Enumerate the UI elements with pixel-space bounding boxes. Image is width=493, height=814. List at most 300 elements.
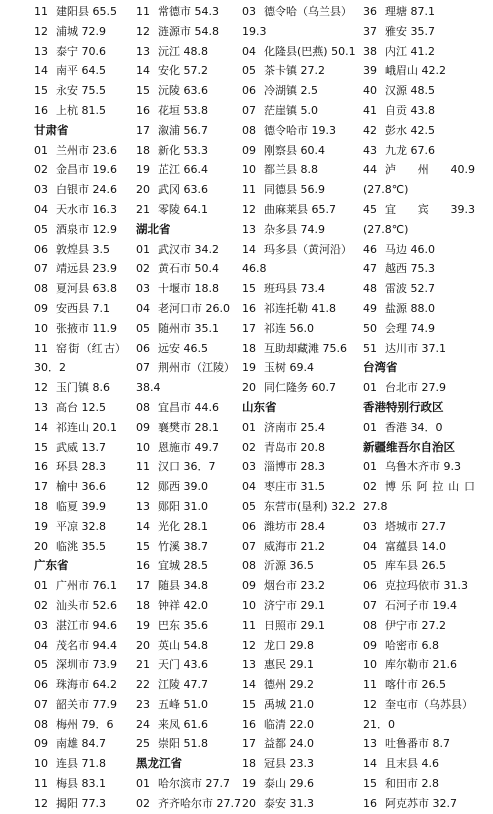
station-entry [136, 240, 232, 260]
entry-number: 03 [363, 519, 377, 533]
entry-number: 11 [363, 678, 377, 692]
station-entry [34, 398, 126, 418]
entry-number: 07 [136, 361, 150, 375]
entry-number: 15 [363, 777, 377, 791]
station-entry [242, 2, 361, 22]
entry-text: 会理 74.9 [385, 321, 435, 335]
station-entry [363, 477, 475, 497]
station-entry [242, 715, 361, 735]
entry-text: 济宁市 29.1 [264, 598, 325, 612]
station-entry [136, 2, 232, 22]
entry-number: 10 [363, 658, 377, 672]
station-entry [136, 517, 232, 537]
entry-number: 42 [363, 123, 377, 137]
station-entry [34, 497, 126, 517]
entry-number: 11 [136, 460, 150, 474]
station-entry [136, 160, 232, 180]
province-name: 台湾省 [363, 360, 398, 375]
entry-text-part: 山 [448, 480, 460, 494]
station-entry [363, 2, 475, 22]
entry-text-part: 宜 [385, 202, 396, 216]
entry-text: 武汉市 34.2 [158, 242, 219, 256]
entry-number: 06 [34, 242, 48, 256]
province-heading [363, 398, 475, 418]
entry-number: 16 [136, 559, 150, 573]
entry-text: 同仁隆务 60.7 [264, 381, 336, 395]
entry-text: 随县 34.8 [158, 579, 208, 593]
entry-number: 09 [34, 301, 48, 315]
entry-text: 烟台市 23.2 [264, 579, 325, 593]
entry-number: 16 [136, 103, 150, 117]
entry-text: 冷湖镇 2.5 [264, 84, 318, 98]
entry-text: 湛江市 94.6 [56, 618, 117, 632]
entry-text-part: 窑 [56, 341, 67, 355]
station-entry [34, 616, 126, 636]
entry-text: 泰安 31.3 [264, 796, 314, 810]
station-entry [363, 734, 475, 754]
entry-text: 南平 64.5 [56, 64, 106, 78]
station-entry [363, 61, 475, 81]
station-entry [242, 497, 361, 517]
entry-text: 靖远县 23.9 [56, 262, 117, 276]
entry-number: 20 [136, 183, 150, 197]
entry-number: 17 [136, 123, 150, 137]
entry-number: 38 [363, 44, 377, 58]
entry-number: 49 [363, 301, 377, 315]
station-entry [34, 141, 126, 161]
province-name: 山东省 [242, 399, 277, 414]
entry-text: 酒泉市 12.9 [56, 222, 117, 236]
entry-number: 18 [242, 757, 256, 771]
station-entry [363, 576, 475, 596]
station-entry [136, 457, 232, 477]
entry-text [385, 160, 475, 180]
entry-value: 38.4 [136, 381, 161, 395]
station-entry [34, 655, 126, 675]
province-heading [136, 754, 232, 774]
station-entry [34, 734, 126, 754]
entry-number: 46 [363, 242, 377, 256]
station-entry [136, 200, 232, 220]
station-entry [242, 121, 361, 141]
entry-text-part: 市 [180, 361, 191, 375]
entry-number: 13 [34, 400, 48, 414]
entry-number: 15 [136, 539, 150, 553]
entry-value: 27.8 [363, 499, 388, 513]
entry-number: 01 [136, 777, 150, 791]
entry-text: 老河口市 26.0 [158, 301, 230, 315]
entry-text: 汉口 36．7 [158, 460, 216, 474]
station-entry [34, 715, 126, 735]
entry-text: 芷江 66.4 [158, 163, 208, 177]
entry-number: 10 [242, 163, 256, 177]
entry-text: 德令哈（乌兰县） [264, 5, 352, 18]
entry-number: 09 [242, 143, 256, 157]
entry-text: 英山 54.8 [158, 638, 208, 652]
entry-text: 榆中 36.6 [56, 480, 106, 494]
station-entry [363, 240, 475, 260]
entry-text: 宜城 28.5 [158, 559, 208, 573]
entry-text: 临夏 39.9 [56, 499, 106, 513]
entry-number: 16 [34, 460, 48, 474]
entry-number: 01 [363, 420, 377, 434]
entry-number: 12 [242, 638, 256, 652]
entry-text-part: 40.9 [450, 163, 475, 177]
province-name: 广东省 [34, 558, 69, 573]
station-entry [242, 774, 361, 794]
station-entry [363, 537, 475, 557]
station-entry [136, 358, 235, 378]
entry-text: 彭水 42.5 [385, 123, 435, 137]
entry-number: 10 [34, 321, 48, 335]
station-entry [34, 774, 126, 794]
station-entry [242, 695, 361, 715]
station-entry [136, 259, 232, 279]
entry-number: 10 [136, 440, 150, 454]
entry-number: 18 [136, 143, 150, 157]
station-entry [34, 576, 126, 596]
entry-text: 哈密市 6.8 [385, 638, 439, 652]
entry-text: 伊宁市 27.2 [385, 618, 446, 632]
entry-text-part: 州 [417, 163, 429, 177]
station-entry [363, 339, 475, 359]
entry-number: 15 [242, 282, 256, 296]
entry-number: 14 [242, 678, 256, 692]
entry-number: 07 [34, 697, 48, 711]
entry-text [158, 358, 235, 378]
entry-text: 越西 75.3 [385, 262, 435, 276]
column-2 [136, 2, 241, 814]
entry-text: 珠海市 64.2 [56, 678, 117, 692]
station-entry [242, 596, 361, 616]
entry-number: 05 [242, 64, 256, 78]
entry-number: 13 [242, 222, 256, 236]
station-entry [363, 121, 475, 141]
entry-number: 06 [242, 84, 256, 98]
station-entry [363, 636, 475, 656]
entry-number: 20 [34, 539, 48, 553]
entry-number: 18 [242, 341, 256, 355]
station-entry [136, 477, 232, 497]
entry-text: 襄樊市 28.1 [158, 420, 219, 434]
entry-number: 01 [242, 420, 256, 434]
entry-number: 48 [363, 282, 377, 296]
station-entry [34, 418, 126, 438]
entry-number: 02 [363, 480, 377, 494]
entry-continuation [363, 497, 475, 517]
station-entry [34, 636, 126, 656]
station-entry [363, 299, 475, 319]
entry-number: 19 [136, 163, 150, 177]
entry-text: 祁连山 20.1 [56, 420, 117, 434]
station-entry [136, 22, 232, 42]
entry-number: 20 [242, 381, 256, 395]
entry-value: 21．0 [363, 717, 395, 731]
entry-number: 01 [363, 381, 377, 395]
entry-number: 04 [34, 638, 48, 652]
entry-number: 04 [34, 202, 48, 216]
entry-text-part: 古） [103, 341, 126, 355]
station-entry [242, 200, 361, 220]
entry-number: 13 [136, 44, 150, 58]
entry-number: 14 [34, 64, 48, 78]
entry-text: 济南市 25.4 [264, 420, 325, 434]
station-entry [363, 319, 475, 339]
entry-number: 22 [136, 678, 150, 692]
entry-number: 02 [136, 796, 150, 810]
entry-text: 深圳市 73.9 [56, 658, 117, 672]
entry-text: 都兰县 8.8 [264, 163, 318, 177]
entry-number: 01 [34, 143, 48, 157]
entry-text: 克拉玛依市 31.3 [385, 579, 468, 593]
station-entry [242, 220, 361, 240]
entry-number: 05 [242, 499, 256, 513]
entry-text: 乌鲁木齐市 9.3 [385, 460, 461, 474]
entry-text: 化隆县(巴燕) 50.1 [264, 44, 356, 58]
station-entry [136, 556, 232, 576]
entry-text: 自贡 43.8 [385, 103, 435, 117]
province-heading [242, 398, 361, 418]
entry-number: 17 [136, 579, 150, 593]
entry-text: 益都 24.0 [264, 737, 314, 751]
station-entry [136, 418, 232, 438]
entry-text: 安化 57.2 [158, 64, 208, 78]
entry-text: 峨眉山 42.2 [385, 64, 446, 78]
station-entry [136, 794, 241, 814]
station-entry [34, 675, 126, 695]
entry-number: 13 [242, 658, 256, 672]
entry-text: 涟源市 54.8 [158, 24, 219, 38]
station-entry [242, 675, 361, 695]
entry-number: 11 [136, 5, 150, 18]
entry-text: 兰州市 23.6 [56, 143, 117, 157]
entry-number: 37 [363, 24, 377, 38]
entry-continuation [34, 358, 126, 378]
entry-number: 04 [242, 480, 256, 494]
station-entry [34, 477, 126, 497]
entry-number: 51 [363, 341, 377, 355]
entry-text: 光化 28.1 [158, 519, 208, 533]
station-entry [242, 477, 361, 497]
entry-text-part: 阿 [416, 480, 428, 494]
station-entry [242, 418, 361, 438]
entry-number: 04 [242, 44, 256, 58]
entry-number: 16 [242, 301, 256, 315]
station-entry [242, 299, 361, 319]
entry-text: 梅县 83.1 [56, 777, 106, 791]
station-entry [136, 636, 232, 656]
entry-number: 11 [242, 618, 256, 632]
entry-number: 02 [34, 163, 48, 177]
station-entry [34, 319, 126, 339]
station-entry [136, 715, 232, 735]
entry-number: 04 [136, 301, 150, 315]
entry-number: 17 [34, 480, 48, 494]
entry-number: 15 [34, 84, 48, 98]
entry-text: 黄石市 50.4 [158, 262, 219, 276]
column-1 [34, 2, 126, 814]
station-entry [242, 734, 361, 754]
entry-text: 平凉 32.8 [56, 519, 106, 533]
entry-number: 01 [363, 460, 377, 474]
station-entry [34, 438, 126, 458]
entry-continuation [136, 378, 232, 398]
province-heading [363, 438, 475, 458]
station-entry [136, 655, 232, 675]
station-entry [136, 279, 232, 299]
entry-text: 内江 41.2 [385, 44, 435, 58]
entry-number: 21 [136, 658, 150, 672]
entry-number: 50 [363, 321, 377, 335]
station-entry [34, 81, 126, 101]
entry-number: 12 [34, 381, 48, 395]
station-entry [242, 160, 361, 180]
entry-number: 13 [363, 737, 377, 751]
station-entry [363, 774, 475, 794]
entry-number: 01 [136, 242, 150, 256]
station-entry [34, 299, 126, 319]
entry-number: 06 [136, 341, 150, 355]
entry-text: 揭阳 77.3 [56, 796, 106, 810]
station-entry [34, 596, 126, 616]
entry-number: 05 [34, 222, 48, 236]
entry-number: 08 [136, 400, 150, 414]
station-entry [34, 794, 126, 814]
entry-text: 马边 46.0 [385, 242, 435, 256]
entry-text: 建阳县 65.5 [56, 5, 117, 18]
entry-text: 石河子市 19.4 [385, 598, 457, 612]
entry-number: 09 [136, 420, 150, 434]
station-entry [242, 339, 361, 359]
station-entry [34, 695, 126, 715]
entry-text: 敦煌县 3.5 [56, 242, 110, 256]
entry-number: 02 [34, 598, 48, 612]
station-entry [363, 200, 475, 220]
entry-text-part: （江 [191, 361, 213, 375]
entry-text: 连县 71.8 [56, 757, 106, 771]
entry-continuation [363, 220, 475, 240]
entry-text: 淄博市 28.3 [264, 460, 325, 474]
entry-number: 05 [136, 321, 150, 335]
entry-text-part: 泸 [385, 163, 396, 177]
station-entry [363, 517, 475, 537]
entry-text: 常德市 54.3 [158, 5, 219, 18]
entry-number: 19 [34, 519, 48, 533]
entry-text: 德州 29.2 [264, 678, 314, 692]
entry-text: 韶关市 77.9 [56, 697, 117, 711]
entry-number: 18 [34, 499, 48, 513]
entry-number: 07 [34, 262, 48, 276]
entry-number: 15 [136, 84, 150, 98]
station-entry [242, 101, 361, 121]
entry-continuation [242, 259, 361, 279]
entry-text: 高台 12.5 [56, 400, 106, 414]
entry-text: 香港 34．0 [385, 420, 443, 434]
province-heading [34, 556, 126, 576]
entry-text: 富蕴县 14.0 [385, 539, 446, 553]
entry-text: 竹溪 38.7 [158, 539, 208, 553]
entry-text: 泰宁 70.6 [56, 44, 106, 58]
entry-number: 44 [363, 163, 377, 177]
column-3 [242, 2, 361, 814]
entry-number: 41 [363, 103, 377, 117]
entry-number: 21 [136, 202, 150, 216]
station-entry [363, 160, 475, 180]
entry-number: 19 [242, 361, 256, 375]
entry-text: 泰山 29.6 [264, 777, 314, 791]
entry-number: 09 [242, 579, 256, 593]
entry-text: 郧阳 31.0 [158, 499, 208, 513]
station-entry [242, 279, 361, 299]
entry-value: (27.8℃) [363, 222, 409, 236]
station-entry [34, 457, 126, 477]
entry-text: 汕头市 52.6 [56, 598, 117, 612]
entry-value: 30．2 [34, 361, 66, 375]
entry-number: 16 [242, 717, 256, 731]
entry-text: 枣庄市 31.5 [264, 480, 325, 494]
entry-number: 17 [242, 321, 256, 335]
station-entry [34, 200, 126, 220]
entry-number: 14 [136, 519, 150, 533]
entry-text: 广州市 76.1 [56, 579, 117, 593]
entry-text: 阿克苏市 32.7 [385, 796, 457, 810]
station-entry [34, 259, 126, 279]
entry-text: 沂源 36.5 [264, 559, 314, 573]
entry-text: 杂多县 74.9 [264, 222, 325, 236]
entry-number: 23 [136, 697, 150, 711]
entry-number: 06 [34, 678, 48, 692]
entry-text-part: 街 [68, 341, 80, 355]
entry-text: 茫崖镇 5.0 [264, 103, 318, 117]
entry-text: 台北市 27.9 [385, 381, 446, 395]
entry-text-part: 拉 [432, 480, 444, 494]
station-entry [363, 141, 475, 161]
station-entry [136, 339, 232, 359]
entry-text: 玉树 69.4 [264, 361, 314, 375]
station-entry [34, 101, 126, 121]
entry-number: 08 [242, 559, 256, 573]
entry-number: 02 [136, 262, 150, 276]
entry-text: 同德县 56.9 [264, 183, 325, 197]
entry-number: 07 [242, 103, 256, 117]
station-entry [242, 576, 361, 596]
station-entry [363, 42, 475, 62]
province-heading [136, 220, 232, 240]
station-entry [34, 42, 126, 62]
province-name: 甘肃省 [34, 122, 69, 137]
entry-number: 14 [242, 242, 256, 256]
entry-number: 05 [34, 658, 48, 672]
station-entry [136, 734, 232, 754]
station-entry [136, 180, 232, 200]
station-entry [363, 22, 475, 42]
entry-text-part: 宾 [417, 202, 429, 216]
entry-number: 08 [242, 123, 256, 137]
station-entry [242, 754, 361, 774]
station-entry [34, 180, 126, 200]
entry-number: 08 [34, 717, 48, 731]
entry-text: 喀什市 26.5 [385, 678, 446, 692]
province-heading [34, 121, 126, 141]
entry-number: 12 [242, 202, 256, 216]
station-entry [136, 81, 232, 101]
entry-number: 17 [242, 737, 256, 751]
entry-text-part: 乐 [400, 480, 412, 494]
station-entry [363, 754, 475, 774]
entry-text-part: 荆 [158, 361, 169, 375]
entry-text: 临清 22.0 [264, 717, 314, 731]
station-entry [242, 537, 361, 557]
